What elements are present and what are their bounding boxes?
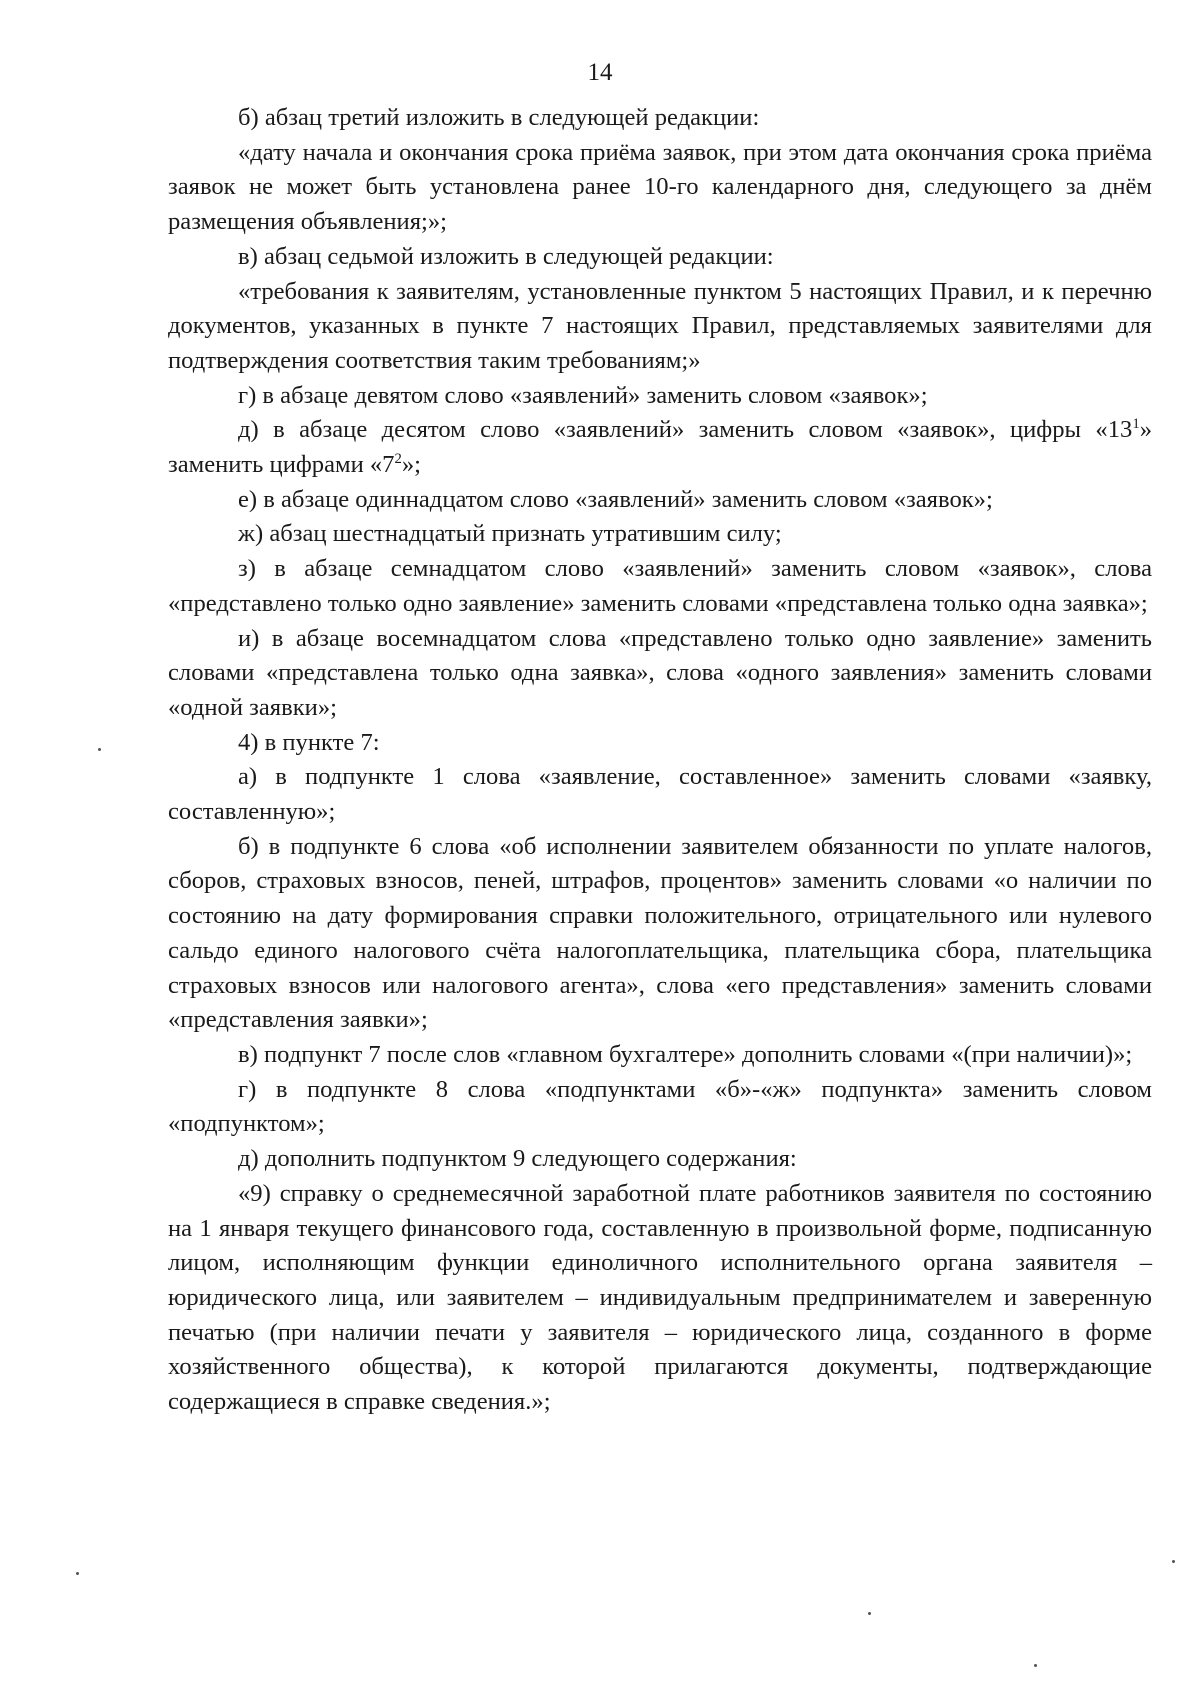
paragraph-d-tenth-paragraph <box>168 413 1152 482</box>
page-number: 14 <box>587 59 613 86</box>
paragraph-d-text-part-2: » заменить цифрами «7 <box>168 416 1152 479</box>
paragraph-g-ninth-paragraph: г) в абзаце девятом слово «заявлений» заменить словом «заявок»; <box>238 381 928 409</box>
superscript-1: 1 <box>1132 416 1140 433</box>
paragraph-quote-application-dates: «дату начала и окончания срока приёма заявок, при этом дата окончания срока приёма заявок не может быть установлена ранее 10-го календарного дня, следующего за днём размещения объявления;»; <box>168 138 1152 236</box>
scan-speck <box>1172 1560 1175 1563</box>
scan-speck <box>76 1572 79 1575</box>
document-body <box>168 101 1152 1420</box>
paragraph-quote-applicant-requirements: «требования к заявителям, установленные пунктом 5 настоящих Правил, и к перечню документов, указанных в пункте 7 настоящих Правил, представляемых заявителями для подтверждения соответствия таким требованиям;» <box>168 277 1152 374</box>
scan-speck <box>98 748 101 751</box>
paragraph-e-eleventh-paragraph: е) в абзаце одиннадцатом слово «заявлений» заменить словом «заявок»; <box>238 485 993 513</box>
paragraph-v-subpoint-7: в) подпункт 7 после слов «главном бухгалтере» дополнить словами «(при наличии)»; <box>238 1040 1133 1068</box>
scan-speck <box>1034 1664 1037 1667</box>
scan-speck <box>868 1612 871 1615</box>
paragraph-b-subpoint-6: б) в подпункте 6 слова «об исполнении заявителем обязанности по уплате налогов, сборов, страховых взносов, пеней, штрафов, процентов» заменить словами «о наличии по состоянию на дату формирования справки положительного, отрицательного или нулевого сальдо единого налогового счёта налогоплательщика, плательщика сбора, плательщика страховых взносов или налогового агента», слова «его представления» заменить словами «представления заявки»; <box>168 832 1152 1034</box>
paragraph-d-add-subpoint-9: д) дополнить подпунктом 9 следующего содержания: <box>238 1145 797 1173</box>
paragraph-b-third-paragraph: б) абзац третий изложить в следующей редакции: <box>238 104 760 131</box>
paragraph-item-4-point-7: 4) в пункте 7: <box>238 728 380 756</box>
paragraph-zh-sixteenth-paragraph: ж) абзац шестнадцатый признать утратившим силу; <box>238 520 782 548</box>
paragraph-i-eighteenth-paragraph: и) в абзаце восемнадцатом слова «представлено только одно заявление» заменить словами «представлена только одна заявка», слова «одного заявления» заменить словами «одной заявки»; <box>168 624 1152 721</box>
superscript-2: 2 <box>394 450 402 467</box>
paragraph-quote-subpoint-9-salary-certificate: «9) справку о среднемесячной заработной плате работников заявителя по состоянию на 1 января текущего финансового года, составленную в произвольной форме, подписанную лицом, исполняющим функции единоличного исполнительного органа заявителя – юридического лица, или заявителем – индивидуальным предпринимателем и заверенную печатью (при наличии печати у заявителя – юридического лица, созданного в форме хозяйственного общества), к которой прилагаются документы, подтверждающие содержащиеся в справке сведения.»; <box>168 1179 1152 1416</box>
paragraph-a-subpoint-1: а) в подпункте 1 слова «заявление, составленное» заменить словами «заявку, составленную»; <box>168 763 1152 826</box>
paragraph-d-text-part-3: »; <box>401 451 421 479</box>
paragraph-v-seventh-paragraph: в) абзац седьмой изложить в следующей редакции: <box>238 242 774 270</box>
paragraph-d-text-part-1: д) в абзаце десятом слово «заявлений» заменить словом «заявок», цифры «13 <box>238 416 1133 444</box>
paragraph-g-subpoint-8: г) в подпункте 8 слова «подпунктами «б»-«ж» подпункта» заменить словом «подпунктом»; <box>168 1075 1152 1138</box>
paragraph-z-seventeenth-paragraph: з) в абзаце семнадцатом слово «заявлений» заменить словом «заявок», слова «представлено только одно заявление» заменить словами «представлена только одна заявка»; <box>168 555 1152 617</box>
